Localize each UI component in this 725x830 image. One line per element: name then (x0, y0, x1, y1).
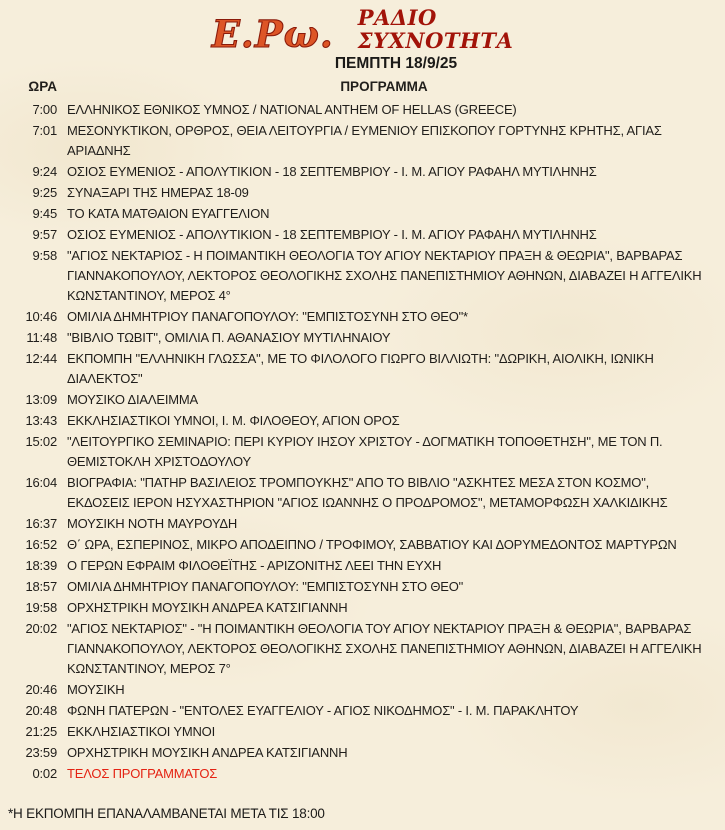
schedule-row (0, 743, 725, 763)
schedule-text: ΟΜΙΛΙΑ ΔΗΜΗΤΡΙΟΥ ΠΑΝΑΓΟΠΟΥΛΟΥ: "ΕΜΠΙΣΤΟΣΥΝΗ ΣΤΟ ΘΕΟ"* (67, 309, 468, 324)
schedule-text: ΟΡΧΗΣΤΡΙΚΗ ΜΟΥΣΙΚΗ ΑΝΔΡΕΑ ΚΑΤΣΙΓΙΑΝΝΗ (67, 600, 348, 615)
schedule-text: ΤΟ ΚΑΤΑ ΜΑΤΘΑΙΟΝ ΕΥΑΓΓΕΛΙΟΝ (67, 206, 270, 221)
station-name (358, 6, 514, 52)
schedule-row (0, 328, 725, 348)
schedule-time: 9:57 (32, 227, 57, 242)
schedule-text: ΣΥΝΑΞΑΡΙ ΤΗΣ ΗΜΕΡΑΣ 18-09 (67, 185, 249, 200)
schedule-list (0, 100, 725, 784)
schedule-time: 18:39 (25, 558, 57, 573)
schedule-row (0, 680, 725, 700)
schedule-time: 9:25 (32, 185, 57, 200)
schedule-row (0, 121, 725, 161)
schedule-time: 13:09 (25, 392, 57, 407)
schedule-text: "ΒΙΒΛΙΟ ΤΩΒΙΤ", ΟΜΙΛΙΑ Π. ΑΘΑΝΑΣΙΟΥ ΜΥΤΙΛΗΝΑΙΟΥ (67, 330, 391, 345)
schedule-text: ΟΡΧΗΣΤΡΙΚΗ ΜΟΥΣΙΚΗ ΑΝΔΡΕΑ ΚΑΤΣΙΓΙΑΝΝΗ (67, 745, 348, 760)
schedule-time: 19:58 (25, 600, 57, 615)
schedule-row (0, 100, 725, 120)
station-name-line1: ΡΑΔΙΟ (357, 5, 437, 30)
schedule-row (0, 390, 725, 410)
schedule-text: Θ΄ ΩΡΑ, ΕΣΠΕΡΙΝΟΣ, ΜΙΚΡΟ ΑΠΟΔΕΙΠΝΟ / ΤΡΟΦΙΜΟΥ, ΣΑΒΒΑΤΙΟΥ ΚΑΙ ΔΟΡΥΜΕΔΟΝΤΟΣ ΜΑΡΤΥΡΩΝ (67, 537, 677, 552)
schedule-row (0, 764, 725, 784)
schedule-row (0, 246, 725, 306)
schedule-time: 10:46 (25, 309, 57, 324)
schedule-row (0, 411, 725, 431)
schedule-time: 16:04 (25, 475, 57, 490)
column-header-program: ΠΡΟΓΡΑΜΜΑ (340, 79, 428, 94)
schedule-text: ΕΚΚΛΗΣΙΑΣΤΙΚΟΙ ΥΜΝΟΙ (67, 724, 215, 739)
schedule-row (0, 598, 725, 618)
schedule-time: 16:37 (25, 516, 57, 531)
schedule-text: "ΑΓΙΟΣ ΝΕΚΤΑΡΙΟΣ" - "Η ΠΟΙΜΑΝΤΙΚΗ ΘΕΟΛΟΓΙΑ ΤΟΥ ΑΓΙΟΥ ΝΕΚΤΑΡΙΟΥ ΠΡΑΞΗ & ΘΕΩΡΙΑ", ΒΑΡΒΑΡΑΣ ΓΙΑΝΝΑΚΟΠΟΥΛΟΥ, ΛΕΚΤΟΡΟΣ ΘΕΟΛΟΓΙΚΗΣ ΣΧΟΛΗΣ ΠΑΝΕΠΙΣΤΗΜΙΟΥ ΑΘΗΝΩΝ, ΔΙΑΒΑΖΕΙ Η ΑΓΓΕΛΙΚΗ ΚΩΝΣΤΑΝΤΙΝΟΥ, ΜΕΡΟΣ 7° (67, 621, 702, 676)
schedule-row (0, 204, 725, 224)
schedule-text: Ο ΓΕΡΩΝ ΕΦΡΑΙΜ ΦΙΛΟΘΕΪΤΗΣ - ΑΡΙΖΟΝΙΤΗΣ ΛΕΕΙ ΤΗΝ ΕΥΧΗ (67, 558, 442, 573)
schedule-row (0, 225, 725, 245)
schedule-row (0, 701, 725, 721)
schedule-row (0, 722, 725, 742)
schedule-row (0, 514, 725, 534)
schedule-time: 11:48 (26, 330, 57, 345)
repeat-note: *Η ΕΚΠΟΜΠΗ ΕΠΑΝΑΛΑΜΒΑΝΕΤΑΙ ΜΕΤΑ ΤΙΣ 18:00 (8, 806, 325, 821)
schedule-text: "ΛΕΙΤΟΥΡΓΙΚΟ ΣΕΜΙΝΑΡΙΟ: ΠΕΡΙ ΚΥΡΙΟΥ ΙΗΣΟΥ ΧΡΙΣΤΟΥ - ΔΟΓΜΑΤΙΚΗ ΤΟΠΟΘΕΤΗΣΗ", ΜΕ ΤΟΝ Π. ΘΕΜΙΣΤΟΚΛΗ ΧΡΙΣΤΟΔΟΥΛΟΥ (67, 434, 663, 469)
schedule-time: 9:45 (32, 206, 57, 221)
schedule-row (0, 349, 725, 389)
schedule-time: 13:43 (25, 413, 57, 428)
schedule-text: ΤΕΛΟΣ ΠΡΟΓΡΑΜΜΑΤΟΣ (67, 766, 218, 781)
schedule-text: ΕΚΠΟΜΠΗ "ΕΛΛΗΝΙΚΗ ΓΛΩΣΣΑ", ΜΕ ΤΟ ΦΙΛΟΛΟΓΟ ΓΙΩΡΓΟ ΒΙΛΛΙΩΤΗ: "ΔΩΡΙΚΗ, ΑΙΟΛΙΚΗ, ΙΩΝΙΚΗ ΔΙΑΛΕΚΤΟΣ" (67, 351, 654, 386)
schedule-row (0, 535, 725, 555)
footer (8, 806, 325, 821)
schedule-time: 7:00 (32, 102, 57, 117)
schedule-text: ΜΟΥΣΙΚΟ ΔΙΑΛΕΙΜΜΑ (67, 392, 198, 407)
schedule-time: 7:01 (32, 123, 57, 138)
column-headers (0, 78, 725, 96)
schedule-row (0, 473, 725, 513)
schedule-text: ΟΣΙΟΣ ΕΥΜΕΝΙΟΣ - ΑΠΟΛΥΤΙΚΙΟΝ - 18 ΣΕΠΤΕΜΒΡΙΟΥ - Ι. Μ. ΑΓΙΟΥ ΡΑΦΑΗΛ ΜΥΤΙΛΗΝΗΣ (67, 164, 597, 179)
schedule-time: 9:24 (32, 164, 57, 179)
schedule-text: "ΑΓΙΟΣ ΝΕΚΤΑΡΙΟΣ - Η ΠΟΙΜΑΝΤΙΚΗ ΘΕΟΛΟΓΙΑ ΤΟΥ ΑΓΙΟΥ ΝΕΚΤΑΡΙΟΥ ΠΡΑΞΗ & ΘΕΩΡΙΑ", ΒΑΡΒΑΡΑΣ ΓΙΑΝΝΑΚΟΠΟΥΛΟΥ, ΛΕΚΤΟΡΟΣ ΘΕΟΛΟΓΙΚΗΣ ΣΧΟΛΗΣ ΠΑΝΕΠΙΣΤΗΜΙΟΥ ΑΘΗΝΩΝ, ΔΙΑΒΑΖΕΙ Η ΑΓΓΕΛΙΚΗ ΚΩΝΣΤΑΝΤΙΝΟΥ, ΜΕΡΟΣ 4° (67, 248, 702, 303)
schedule-text: ΦΩΝΗ ΠΑΤΕΡΩΝ - "ΕΝΤΟΛΕΣ ΕΥΑΓΓΕΛΙΟΥ - ΑΓΙΟΣ ΝΙΚΟΔΗΜΟΣ" - Ι. Μ. ΠΑΡΑΚΛΗΤΟΥ (67, 703, 579, 718)
schedule-text: ΟΣΙΟΣ ΕΥΜΕΝΙΟΣ - ΑΠΟΛΥΤΙΚΙΟΝ - 18 ΣΕΠΤΕΜΒΡΙΟΥ - Ι. Μ. ΑΓΙΟΥ ΡΑΦΑΗΛ ΜΥΤΙΛΗΝΗΣ (67, 227, 597, 242)
schedule-text: ΜΕΣΟΝΥΚΤΙΚΟΝ, ΟΡΘΡΟΣ, ΘΕΙΑ ΛΕΙΤΟΥΡΓΙΑ / ΕΥΜΕΝΙΟΥ ΕΠΙΣΚΟΠΟΥ ΓΟΡΤΥΝΗΣ ΚΡΗΤΗΣ, ΑΓΙΑΣ ΑΡΙΑΔΝΗΣ (67, 123, 662, 158)
schedule-time: 12:44 (25, 351, 57, 366)
schedule-row (0, 162, 725, 182)
station-name-line2: ΣΥΧΝΟΤΗΤΑ (357, 28, 514, 53)
header (0, 0, 725, 73)
brand (0, 0, 725, 56)
schedule-row (0, 577, 725, 597)
column-header-time: ΩΡΑ (28, 79, 57, 94)
schedule-time: 20:48 (25, 703, 57, 718)
schedule-time: 18:57 (25, 579, 57, 594)
schedule-row (0, 307, 725, 327)
schedule-text: ΕΚΚΛΗΣΙΑΣΤΙΚΟΙ ΥΜΝΟΙ, Ι. Μ. ΦΙΛΟΘΕΟΥ, ΑΓΙΟΝ ΟΡΟΣ (67, 413, 400, 428)
schedule-text: ΜΟΥΣΙΚΗ (67, 682, 125, 697)
schedule-text: ΒΙΟΓΡΑΦΙΑ: "ΠΑΤΗΡ ΒΑΣΙΛΕΙΟΣ ΤΡΟΜΠΟΥΚΗΣ" ΑΠΟ ΤΟ ΒΙΒΛΙΟ "ΑΣΚΗΤΕΣ ΜΕΣΑ ΣΤΟΝ ΚΟΣΜΟ", ΕΚΔΟΣΕΙΣ ΙΕΡΟΝ ΗΣΥΧΑΣΤΗΡΙΟΝ "ΑΓΙΟΣ ΙΩΑΝΝΗΣ Ο ΠΡΟΔΡΟΜΟΣ", ΜΕΤΑΜΟΡΦΩΣΗ ΧΑΛΚΙΔΙΚΗΣ (67, 475, 668, 510)
schedule-row (0, 432, 725, 472)
schedule-time: 0:02 (32, 766, 57, 781)
schedule-time: 16:52 (25, 537, 57, 552)
schedule-text: ΕΛΛΗΝΙΚΟΣ ΕΘΝΙΚΟΣ ΥΜΝΟΣ / NATIONAL ANTHEM OF HELLAS (GREECE) (67, 102, 517, 117)
schedule-time: 21:25 (25, 724, 57, 739)
schedule-time: 20:02 (25, 621, 57, 636)
schedule-text: ΜΟΥΣΙΚΗ ΝΟΤΗ ΜΑΥΡΟΥΔΗ (67, 516, 238, 531)
schedule-row (0, 619, 725, 679)
schedule-row (0, 183, 725, 203)
schedule-text: ΟΜΙΛΙΑ ΔΗΜΗΤΡΙΟΥ ΠΑΝΑΓΟΠΟΥΛΟΥ: "ΕΜΠΙΣΤΟΣΥΝΗ ΣΤΟ ΘΕΟ" (67, 579, 464, 594)
schedule-time: 9:58 (32, 248, 57, 263)
schedule-time: 23:59 (25, 745, 57, 760)
schedule-row (0, 556, 725, 576)
date-heading: ΠΕΜΠΤΗ 18/9/25 (334, 55, 458, 72)
ero-logo: Ε.Ρω. (211, 12, 334, 56)
schedule-time: 20:46 (25, 682, 57, 697)
schedule-time: 15:02 (25, 434, 57, 449)
